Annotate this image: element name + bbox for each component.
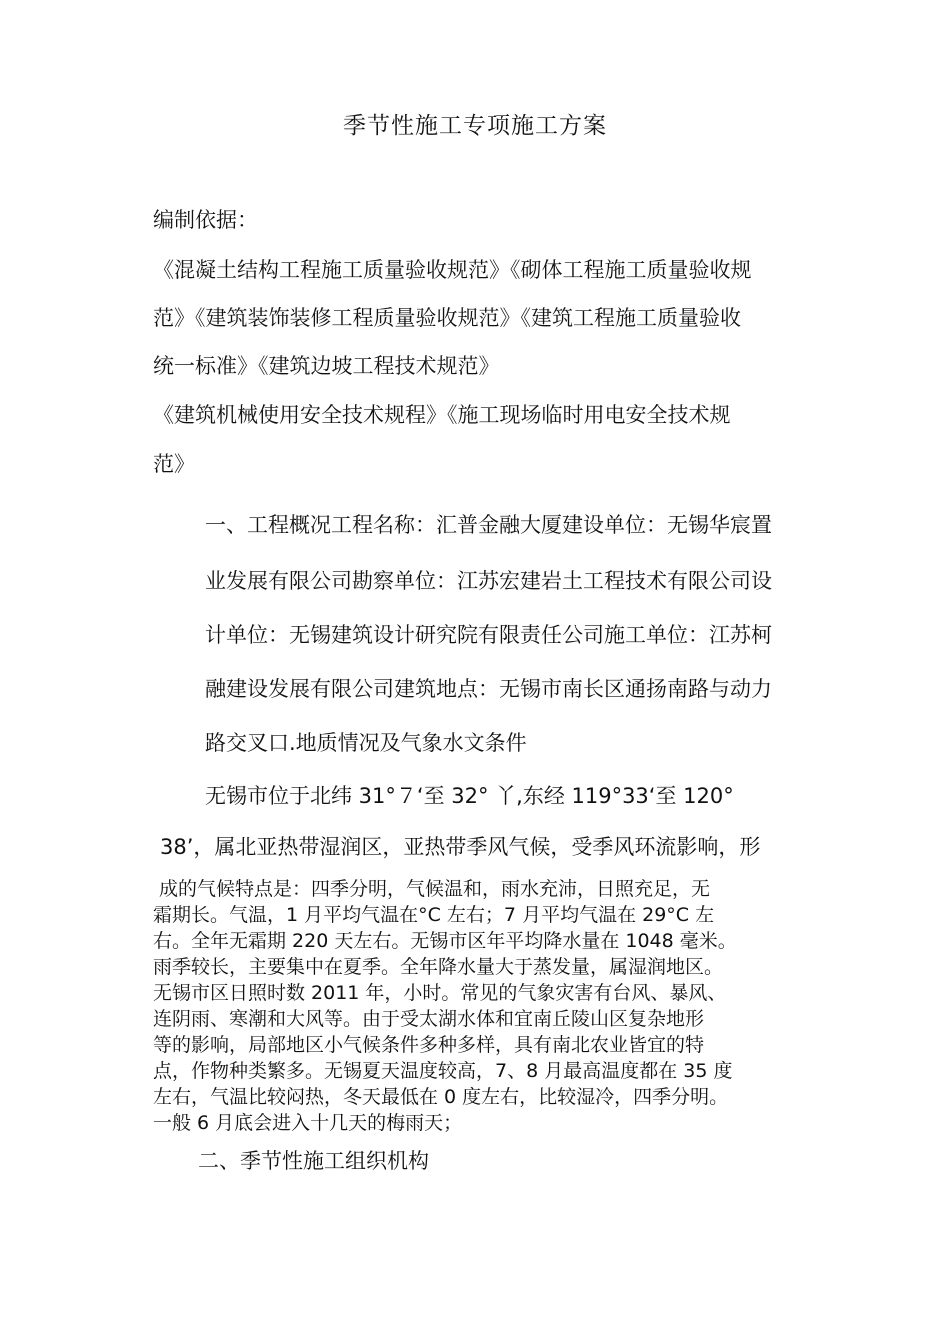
- climate-paragraph-line: 右。全年无霜期 220 天左右。无锡市区年平均降水量在 1048 毫米。: [153, 930, 737, 952]
- climate-paragraph-line: 雨季较长，主要集中在夏季。全年降水量大于蒸发量，属湿润地区。: [153, 956, 724, 978]
- climate-paragraph-line: 点，作物种类繁多。无锡夏天温度较高，7、8 月最高温度都在 35 度: [153, 1060, 733, 1082]
- basis-line: 范》《建筑装饰装修工程质量验收规范》《建筑工程施工质量验收: [153, 306, 741, 330]
- climate-paragraph: [153, 876, 803, 1136]
- overview-line: 路交叉口.地质情况及气象水文条件: [205, 731, 527, 755]
- document-title: 季节性施工专项施工方案: [343, 113, 607, 139]
- climate-paragraph-line: 一般 6 月底会进入十几天的梅雨天；: [153, 1112, 463, 1134]
- climate-line: 38’，属北亚热带湿润区，亚热带季风气候，受季风环流影响，形: [160, 835, 761, 859]
- climate-paragraph-line: 无锡市区日照时数 2011 年，小时。常见的气象灾害有台风、暴风、: [153, 982, 727, 1004]
- section-two-heading: 二、季节性施工组织机构: [198, 1149, 429, 1173]
- basis-line: 统一标准》《建筑边坡工程技术规范》: [153, 354, 500, 378]
- overview-line: 一、工程概况工程名称：汇普金融大厦建设单位：无锡华宸置: [205, 513, 772, 537]
- climate-paragraph-line: 连阴雨、寒潮和大风等。由于受太湖水体和宜南丘陵山区复杂地形: [153, 1008, 705, 1030]
- climate-line: 无锡市位于北纬 31°７‘至 32° 丫,东经 119°33‘至 120°: [205, 784, 734, 808]
- basis-line: 《建筑机械使用安全技术规程》《施工现场临时用电安全技术规: [153, 403, 731, 427]
- climate-paragraph-line: 左右，气温比较闷热，冬天最低在 0 度左右，比较湿冷，四季分明。: [153, 1086, 729, 1108]
- climate-paragraph-line: 等的影响，局部地区小气候条件多种多样，具有南北农业皆宜的特: [153, 1034, 705, 1056]
- overview-line: 业发展有限公司勘察单位：江苏宏建岩土工程技术有限公司设: [205, 569, 772, 593]
- basis-heading: 编制依据：: [153, 208, 258, 232]
- overview-line: 计单位：无锡建筑设计研究院有限责任公司施工单位：江苏柯: [205, 623, 772, 647]
- climate-paragraph-line: 霜期长。气温，1 月平均气温在°C 左右；7 月平均气温在 29°C 左: [153, 904, 715, 926]
- overview-line: 融建设发展有限公司建筑地点：无锡市南长区通扬南路与动力: [205, 677, 772, 701]
- basis-line: 范》: [153, 452, 195, 476]
- basis-line: 《混凝土结构工程施工质量验收规范》《砌体工程施工质量验收规: [153, 258, 752, 282]
- climate-paragraph-line: 成的气候特点是：四季分明，气候温和，雨水充沛，日照充足，无: [159, 878, 711, 900]
